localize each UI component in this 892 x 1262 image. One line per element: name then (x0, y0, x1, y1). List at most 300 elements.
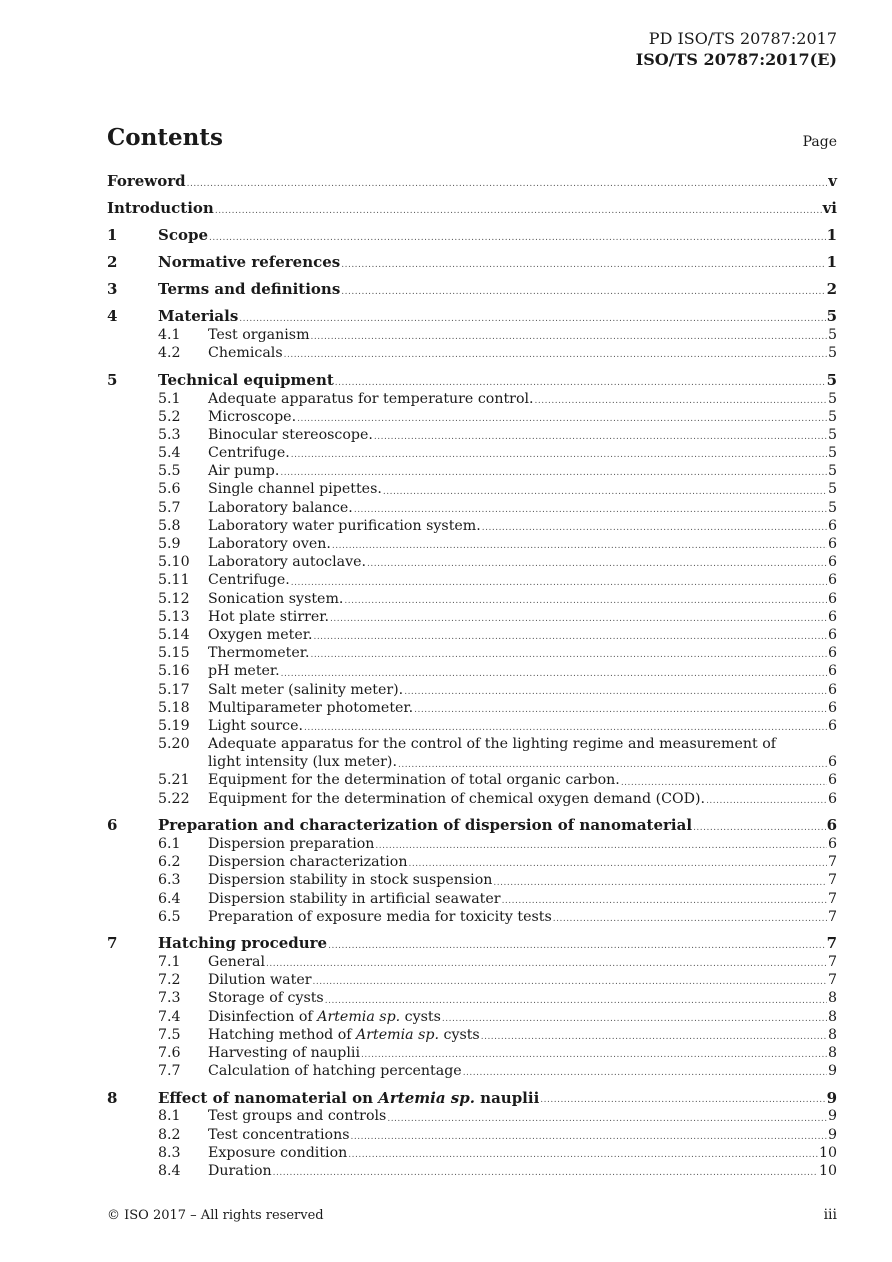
toc-row[interactable] (107, 590, 837, 608)
toc-row[interactable] (107, 1026, 837, 1044)
toc-row[interactable] (107, 408, 837, 426)
toc-entry (208, 590, 837, 608)
toc-page-number: 7 (826, 934, 837, 953)
toc-page-number: 6 (827, 772, 837, 789)
toc-entry-title (158, 307, 238, 326)
toc-page-number: 5 (827, 426, 837, 443)
dot-leader (291, 448, 827, 462)
toc-entry-number: 7.7 (158, 1063, 181, 1080)
toc-entry-title (208, 699, 413, 717)
toc-entry-text: Foreword (107, 172, 186, 190)
toc-entry (208, 681, 837, 699)
toc-entry-number: 7.3 (158, 990, 181, 1007)
toc-page-number: v (828, 172, 837, 190)
toc-row[interactable] (107, 462, 837, 480)
toc-entry (158, 934, 837, 953)
toc-row[interactable] (107, 571, 837, 589)
toc-entry-title (158, 1089, 539, 1108)
toc-entry-title (208, 644, 309, 662)
toc-entry (208, 1008, 837, 1026)
toc-entry (208, 1044, 837, 1062)
toc-entry-title (208, 535, 331, 553)
toc-entry (208, 326, 837, 344)
toc-entry-number: 5.14 (158, 626, 190, 643)
toc-page-number: 8 (827, 990, 837, 1007)
toc-row[interactable] (107, 989, 837, 1007)
toc-entry-number: 4 (107, 307, 118, 326)
toc-entry-title (107, 199, 214, 218)
toc-entry-number: 7 (107, 934, 118, 953)
dot-leader (354, 503, 827, 517)
toc-entry-text: Air pump. (208, 463, 280, 480)
dot-leader (344, 594, 827, 608)
toc-entry-text: Calculation of hatching percentage (208, 1063, 462, 1080)
toc-entry-text: Oxygen meter. (208, 626, 313, 643)
dot-leader (375, 839, 827, 853)
toc-row[interactable] (107, 699, 837, 717)
toc-row[interactable] (107, 390, 837, 408)
toc-entry-text: Terms and definitions (158, 280, 341, 299)
toc-entry-title (208, 771, 620, 789)
dot-leader (387, 1112, 827, 1126)
toc-row[interactable] (107, 1044, 837, 1062)
toc-row[interactable] (107, 535, 837, 553)
toc-page-number: 6 (827, 590, 837, 607)
toc-row[interactable] (107, 1126, 837, 1144)
toc-page-number: 2 (826, 280, 837, 299)
toc-entry-title (208, 326, 310, 344)
toc-page-number: 6 (827, 608, 837, 625)
toc-entry-title (208, 853, 407, 871)
toc-row[interactable] (107, 444, 837, 462)
toc-entry-title (208, 681, 403, 699)
toc-entry-text: Centrifuge. (208, 572, 290, 589)
toc-entry-text: Chemicals (208, 345, 283, 362)
toc-entry-title (208, 1062, 462, 1080)
toc-row[interactable] (107, 1008, 837, 1026)
toc-page-number: 7 (827, 854, 837, 871)
toc-page-number: 5 (826, 307, 837, 326)
toc-entry-title (208, 499, 353, 517)
toc-page-number: 6 (827, 626, 837, 643)
header-standard-id: ISO/TS 20787:2017(E) (635, 50, 837, 69)
toc-page-number: 5 (827, 499, 837, 516)
toc-entry-number: 5.15 (158, 645, 190, 662)
dot-leader (351, 1130, 827, 1144)
toc-entry-text: General (208, 953, 266, 970)
toc-page-number: 7 (827, 890, 837, 907)
toc-entry (208, 390, 837, 408)
toc-entry-text: pH meter. (208, 663, 280, 680)
toc-entry-number: 7.6 (158, 1044, 181, 1061)
toc-page-number: vi (822, 199, 837, 218)
toc-entry-number: 5.17 (158, 681, 190, 698)
toc-row[interactable] (107, 1144, 837, 1162)
toc-entry (208, 699, 837, 717)
toc-row[interactable] (107, 871, 837, 889)
toc-entry (208, 1144, 837, 1162)
toc-row[interactable] (107, 934, 837, 953)
toc-entry-text: Laboratory oven. (208, 536, 331, 553)
toc-entry-text: Storage of cysts (208, 990, 324, 1007)
dot-leader (553, 912, 827, 926)
table-of-contents (107, 172, 837, 1180)
dot-leader (367, 557, 827, 571)
toc-entry-italic: Artemia sp. (378, 1088, 475, 1107)
toc-row[interactable] (107, 1162, 837, 1180)
toc-entry-text: Laboratory autoclave. (208, 554, 366, 571)
toc-row[interactable] (107, 626, 837, 644)
toc-entry (158, 226, 837, 245)
toc-entry-text-after: nauplii (474, 1088, 540, 1107)
toc-entry-number: 5.5 (158, 463, 181, 480)
toc-entry-number: 5.10 (158, 554, 190, 571)
toc-entry-text: Salt meter (salinity meter). (208, 681, 404, 698)
dot-leader (706, 794, 827, 808)
toc-page-number: 1 (826, 226, 837, 245)
dot-leader (310, 648, 827, 662)
toc-page-number: 6 (827, 699, 837, 716)
toc-entry-text: Hot plate stirrer. (208, 608, 330, 625)
toc-entry-text: Test organism (208, 327, 310, 344)
toc-entry-title (208, 408, 296, 426)
toc-entry-title (107, 172, 186, 191)
toc-entry-text: Hatching method of (208, 1026, 352, 1043)
toc-entry-italic: Artemia sp. (317, 1008, 401, 1025)
toc-entry-text: Dispersion stability in stock suspension (208, 872, 493, 889)
toc-entry-number: 7.1 (158, 953, 181, 970)
dot-leader (313, 630, 827, 644)
toc-page-number: 6 (827, 717, 837, 734)
dot-leader (215, 204, 822, 218)
toc-entry (208, 644, 837, 662)
toc-row[interactable] (107, 662, 837, 680)
toc-row[interactable] (107, 1062, 837, 1080)
toc-entry (208, 626, 837, 644)
toc-entry-number: 6.3 (158, 872, 181, 889)
footer-copyright: © ISO 2017 – All rights reserved (107, 1208, 324, 1223)
dot-leader (239, 312, 825, 326)
toc-entry-number: 3 (107, 280, 118, 299)
dot-leader (404, 685, 827, 699)
toc-entry-number: 5.21 (158, 772, 190, 789)
toc-entry (208, 1026, 837, 1044)
toc-entry-number: 5.6 (158, 481, 181, 498)
dot-leader (313, 975, 827, 989)
dot-leader (266, 957, 827, 971)
toc-entry (158, 816, 837, 835)
dot-leader (335, 376, 826, 390)
toc-row[interactable] (107, 735, 837, 771)
toc-entry-number: 6.4 (158, 890, 181, 907)
toc-entry-title (208, 517, 481, 535)
toc-row[interactable] (107, 835, 837, 853)
toc-row[interactable] (107, 280, 837, 299)
toc-entry-text: Microscope. (208, 408, 297, 425)
toc-entry (208, 735, 837, 771)
toc-entry-title (208, 1144, 347, 1162)
toc-row[interactable] (107, 371, 837, 390)
dot-leader (332, 539, 827, 553)
toc-entry-text: Harvesting of nauplii (208, 1044, 361, 1061)
toc-page-number: 6 (827, 517, 837, 534)
toc-entry (208, 971, 837, 989)
toc-entry-number: 7.4 (158, 1008, 181, 1025)
dot-leader (442, 1012, 827, 1026)
dot-leader (291, 576, 827, 590)
toc-entry-text-after: cysts (438, 1026, 480, 1043)
toc-row[interactable] (107, 480, 837, 498)
toc-entry-title (208, 1044, 360, 1062)
footer-page-number: iii (823, 1207, 837, 1223)
toc-page-number: 5 (827, 390, 837, 407)
toc-page-number: 6 (827, 754, 837, 771)
toc-page-number: 5 (826, 370, 837, 389)
toc-entry-number: 5.9 (158, 536, 181, 553)
toc-entry-number: 5.18 (158, 699, 190, 716)
dot-leader (463, 1066, 827, 1080)
toc-entry-number: 5.11 (158, 572, 190, 589)
toc-entry-text-continued: light intensity (lux meter). (208, 754, 397, 771)
toc-entry (208, 608, 837, 626)
toc-entry (208, 462, 837, 480)
toc-entry (208, 1062, 837, 1080)
toc-entry-text: Dispersion stability in artificial seawater (208, 890, 501, 907)
toc-row[interactable] (107, 971, 837, 989)
dot-leader (280, 466, 827, 480)
toc-entry-number: 2 (107, 253, 118, 272)
toc-row[interactable] (107, 608, 837, 626)
toc-entry-title (208, 871, 492, 889)
toc-row[interactable] (107, 816, 837, 835)
toc-entry-title (208, 989, 324, 1007)
toc-entry (208, 790, 837, 808)
toc-entry-number: 8.2 (158, 1126, 181, 1143)
page-column-label: Page (802, 134, 837, 150)
toc-entry-title (208, 790, 705, 808)
page-title: Contents (107, 124, 223, 151)
toc-entry-text: Duration (208, 1162, 272, 1179)
toc-entry-text-after: cysts (400, 1008, 441, 1025)
toc-row[interactable] (107, 953, 837, 971)
toc-entry-title (208, 462, 279, 480)
toc-entry-text: Test concentrations (208, 1126, 350, 1143)
toc-row[interactable] (107, 326, 837, 344)
toc-row[interactable] (107, 517, 837, 535)
dot-leader (209, 231, 826, 245)
toc-page-number: 6 (827, 681, 837, 698)
toc-entry-title (158, 934, 327, 953)
toc-entry-number: 5.2 (158, 408, 181, 425)
toc-entry-text: Binocular stereoscope. (208, 426, 373, 443)
dot-leader (304, 721, 827, 735)
toc-entry-number: 6.5 (158, 908, 181, 925)
toc-entry-number: 4.1 (158, 327, 181, 344)
toc-entry (158, 307, 837, 326)
toc-row[interactable] (107, 253, 837, 272)
toc-row[interactable] (107, 1089, 837, 1108)
toc-entry-title (158, 371, 334, 390)
toc-page-number: 9 (827, 1126, 837, 1143)
toc-entry-number: 6.1 (158, 835, 181, 852)
toc-entry-number: 7.5 (158, 1026, 181, 1043)
toc-row[interactable] (107, 771, 837, 789)
toc-row[interactable] (107, 681, 837, 699)
toc-entry-text: Sonication system. (208, 590, 344, 607)
toc-entry-line1 (208, 735, 837, 753)
toc-entry-number: 5.12 (158, 590, 190, 607)
toc-entry (208, 553, 837, 571)
toc-entry-number: 8.4 (158, 1162, 181, 1179)
dot-leader (281, 667, 827, 681)
toc-page-number: 9 (827, 1063, 837, 1080)
toc-row[interactable] (107, 172, 837, 191)
dot-leader (535, 394, 827, 408)
toc-entry (208, 871, 837, 889)
toc-entry-title (208, 444, 290, 462)
toc-entry (208, 835, 837, 853)
toc-entry-title (208, 344, 283, 362)
toc-row[interactable] (107, 307, 837, 326)
toc-entry-number: 5.19 (158, 717, 190, 734)
toc-entry (208, 853, 837, 871)
toc-row[interactable] (107, 790, 837, 808)
toc-entry-title (208, 1008, 441, 1026)
toc-entry-title (208, 835, 374, 853)
toc-row[interactable] (107, 644, 837, 662)
dot-leader (297, 412, 827, 426)
toc-page-number: 5 (827, 463, 837, 480)
dot-leader (408, 857, 827, 871)
toc-entry-text: Single channel pipettes. (208, 481, 382, 498)
toc-entry (158, 253, 837, 272)
toc-row[interactable] (107, 1107, 837, 1125)
toc-entry (208, 771, 837, 789)
toc-entry-text: Dispersion characterization (208, 854, 408, 871)
dot-leader (348, 1148, 818, 1162)
dot-leader (482, 521, 827, 535)
toc-entry (158, 280, 837, 299)
toc-row[interactable] (107, 199, 837, 218)
toc-entry (208, 1162, 837, 1180)
toc-row[interactable] (107, 499, 837, 517)
toc-row[interactable] (107, 426, 837, 444)
toc-entry (208, 535, 837, 553)
toc-entry-number: 5.13 (158, 608, 190, 625)
toc-page-number: 6 (827, 554, 837, 571)
toc-entry-title (208, 971, 312, 989)
dot-leader (330, 612, 827, 626)
toc-entry-title (158, 816, 692, 835)
toc-entry (208, 517, 837, 535)
toc-page-number: 6 (827, 536, 837, 553)
toc-entry-line2 (208, 753, 837, 771)
toc-entry-text: Multiparameter photometer. (208, 699, 414, 716)
toc-entry-text: Disinfection of (208, 1008, 313, 1025)
toc-entry-number: 5.20 (158, 736, 190, 753)
toc-entry-title (208, 553, 366, 571)
toc-entry-number: 4.2 (158, 345, 181, 362)
toc-entry-italic: Artemia sp. (356, 1026, 439, 1043)
toc-row[interactable] (107, 717, 837, 735)
toc-entry-title (208, 890, 501, 908)
dot-leader (374, 430, 827, 444)
toc-entry-title (208, 571, 290, 589)
toc-page-number: 8 (827, 1026, 837, 1043)
toc-entry-number: 8.3 (158, 1144, 181, 1161)
toc-page-number: 5 (827, 481, 837, 498)
toc-entry-text: Scope (158, 226, 209, 245)
toc-entry-text: Equipment for the determination of chemical oxygen demand (COD). (208, 790, 706, 807)
toc-entry-number: 6.2 (158, 854, 181, 871)
dot-leader (621, 776, 827, 790)
dot-leader (341, 285, 825, 299)
toc-entry (208, 571, 837, 589)
toc-entry (158, 1089, 837, 1108)
toc-entry (208, 908, 837, 926)
toc-entry-number: 6 (107, 816, 118, 835)
dot-leader (273, 1166, 818, 1180)
toc-entry-title (208, 953, 265, 971)
toc-page-number: 5 (827, 408, 837, 425)
toc-entry-title (208, 590, 343, 608)
toc-entry-number: 5.4 (158, 445, 181, 462)
toc-page-number: 5 (827, 445, 837, 462)
toc-entry (208, 890, 837, 908)
toc-page-number: 10 (818, 1144, 837, 1161)
toc-entry (208, 1107, 837, 1125)
toc-row[interactable] (107, 344, 837, 362)
toc-entry-number: 8 (107, 1088, 118, 1107)
toc-entry-number: 8.1 (158, 1108, 181, 1125)
toc-entry-text: Hatching procedure (158, 934, 328, 953)
toc-row[interactable] (107, 908, 837, 926)
toc-page-number: 9 (827, 1108, 837, 1125)
dot-leader (540, 1093, 825, 1107)
toc-entry-title (158, 280, 340, 299)
dot-leader (414, 703, 827, 717)
toc-entry-title (208, 626, 312, 644)
toc-entry (208, 1126, 837, 1144)
toc-page-number: 10 (818, 1162, 837, 1179)
toc-row[interactable] (107, 890, 837, 908)
toc-row[interactable] (107, 853, 837, 871)
toc-entry-title (208, 608, 329, 626)
toc-page-number: 6 (827, 835, 837, 852)
toc-row[interactable] (107, 226, 837, 245)
toc-entry-title (158, 226, 208, 245)
toc-page-number: 7 (827, 872, 837, 889)
toc-entry-title (208, 390, 534, 408)
toc-page-number: 9 (826, 1088, 837, 1107)
toc-entry (158, 371, 837, 390)
toc-entry-text: Preparation and characterization of dispersion of nanomaterial (158, 816, 693, 835)
toc-entry-number: 1 (107, 226, 118, 245)
dot-leader (693, 821, 826, 835)
toc-entry (107, 199, 837, 218)
toc-entry-title (208, 1162, 272, 1180)
dot-leader (325, 994, 827, 1008)
toc-page-number: 1 (826, 253, 837, 272)
toc-entry-title (158, 253, 340, 272)
dot-leader (493, 876, 827, 890)
toc-entry (208, 444, 837, 462)
toc-page-number: 5 (827, 327, 837, 344)
toc-row[interactable] (107, 553, 837, 571)
toc-entry-text: Test groups and controls (208, 1108, 387, 1125)
toc-entry-number: 5 (107, 370, 118, 389)
toc-entry-text: Laboratory balance. (208, 499, 353, 516)
